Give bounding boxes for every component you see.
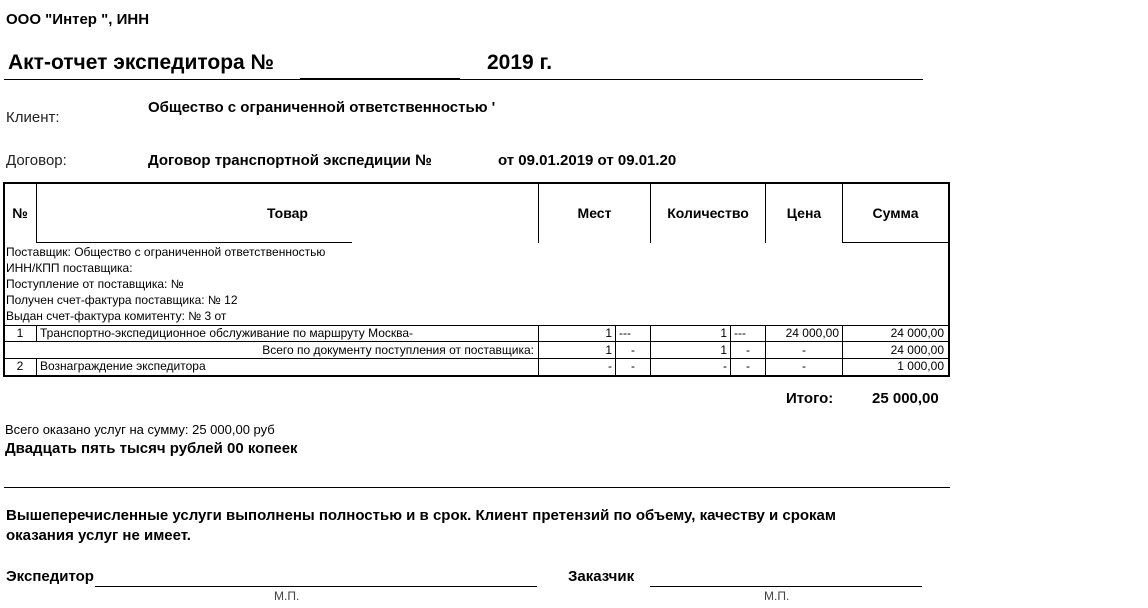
row-places: - (608, 359, 612, 373)
client-label: Клиент: (6, 109, 60, 126)
statement-line1: Вышеперечисленные услуги выполнены полностью и в срок. Клиент претензий по объему, качеству и срокам (6, 507, 836, 524)
contract-value: Договор транспортной экспедиции № (148, 152, 432, 169)
row-places: 1 (605, 326, 612, 340)
row-places-unit: --- (619, 326, 631, 340)
row-price: - (802, 359, 806, 373)
col-num-header: № (12, 205, 28, 221)
row-sum: 24 000,00 (890, 326, 944, 340)
signature-forwarder-line (95, 586, 537, 587)
total-label: Итого: (786, 390, 834, 407)
row-price: 24 000,00 (785, 326, 839, 340)
supplier-invoice-received: Получен счет-фактура поставщика: № 12 (6, 293, 238, 307)
col-places-header: Мест (577, 205, 612, 221)
row-qty-unit: - (746, 343, 750, 357)
row-qty-unit: --- (734, 326, 746, 340)
signature-customer-line (650, 586, 922, 587)
supplier-receipt: Поступление от поставщика: № (6, 277, 184, 291)
summary-rule (4, 487, 950, 488)
contract-date: от 09.01.2019 от 09.01.20 (498, 152, 677, 169)
row-places-unit: - (631, 343, 635, 357)
org-name: ООО "Интер ", ИНН (6, 11, 150, 28)
row-sum: 1 000,00 (897, 359, 944, 373)
stamp-left: М.П. (274, 589, 300, 603)
row-item: Вознаграждение экспедитора (40, 359, 206, 373)
signature-customer-label: Заказчик (568, 568, 635, 585)
row-qty: 1 (720, 326, 727, 340)
row-qty-unit: - (746, 359, 750, 373)
row-num: 1 (16, 326, 24, 340)
row-num: 2 (16, 359, 24, 373)
row-qty: - (723, 359, 727, 373)
supplier-inn: ИНН/КПП поставщика: (6, 261, 133, 275)
supplier-invoice-issued: Выдан счет-фактура комитенту: № 3 от (6, 309, 227, 323)
row-sum: 24 000,00 (890, 343, 944, 357)
subtotal-label: Всего по документу поступления от поставщика: (262, 343, 534, 357)
row-qty: 1 (720, 343, 727, 357)
row-places: 1 (605, 343, 612, 357)
col-price-header: Цена (786, 205, 822, 221)
title-rule (4, 79, 923, 80)
total-value: 25 000,00 (872, 390, 939, 407)
stamp-right: М.П. (764, 589, 790, 603)
row-item: Транспортно-экспедиционное обслуживание по маршруту Москва- (40, 326, 414, 340)
col-qty-header: Количество (667, 205, 749, 221)
row-price: - (802, 343, 806, 357)
signature-forwarder-label: Экспедитор (6, 568, 94, 585)
statement-line2: оказания услуг не имеет. (6, 527, 191, 544)
doc-year: 2019 г. (487, 51, 553, 74)
contract-label: Договор: (6, 152, 67, 169)
client-value: Общество с ограниченной ответственностью ' (148, 99, 496, 116)
summary-words: Двадцать пять тысяч рублей 00 копеек (5, 440, 298, 457)
col-sum-header: Сумма (872, 205, 919, 221)
supplier-name: Поставщик: Общество с ограниченной ответственностью (6, 245, 326, 259)
summary-amount: Всего оказано услуг на сумму: 25 000,00 руб (5, 422, 275, 437)
col-item-header: Товар (267, 205, 308, 221)
doc-title: Акт-отчет экспедитора № (8, 51, 274, 74)
row-places-unit: - (631, 359, 635, 373)
